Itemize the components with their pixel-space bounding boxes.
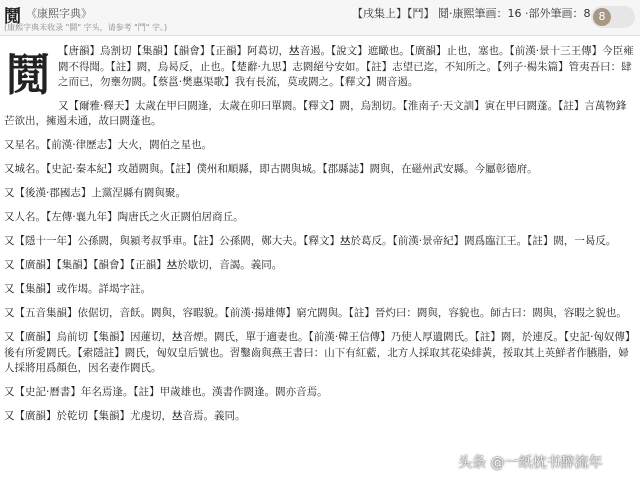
- dictionary-title: 《康熙字典》: [26, 7, 92, 20]
- entry-character: 鬩: [4, 7, 21, 27]
- definition-paragraph: 【唐韻】烏割切【集韻】【韻會】【正韻】阿葛切，𠀤音遏。【說文】遮瞰也。【廣韻】止也，塞也。【前漢·景十三王傳】今臣雍閼不得聞。【註】閼，烏曷反，止也。【楚辭·九思】志閼絕兮安如。【註】志望已迄，不知所之。【列子·楊朱篇】管夷吾曰：肆之而已，勿壅勿閼。【蔡邕·樊惠渠歌】我有長流，莫或閼之。【釋文】閼音遏。: [58, 45, 634, 88]
- definition-paragraph: 又【廣韻】【集韻】【韻會】【正韻】𠀤於歇切，音謁。義同。: [4, 259, 283, 271]
- definition-paragraph: 又城名。【史記·秦本紀】攻趙閼與。【註】僕州和順縣，即古閼與城。【郡縣誌】閼與，在磁州武安縣。今屬彰德府。: [4, 163, 538, 175]
- entry-content: [4, 44, 634, 485]
- definition-paragraph: 又【廣韻】於乾切【集韻】尤虔切，𠀤音焉。義同。: [4, 410, 246, 422]
- stroke-toggle[interactable]: [591, 6, 635, 28]
- definition-paragraph: 又【集韻】或作堨。詳堨字註。: [4, 283, 151, 295]
- stroke-count: 鬩·康熙筆画：16 ·部外筆画：8: [438, 7, 591, 20]
- definition-paragraph: 又【隱十一年】公孫閼，與潁考叔爭車。【註】公孫閼，鄭大夫。【釋文】𠀤於葛反。【前漢·景帝紀】閼爲臨江王。【註】閼，一曷反。: [4, 235, 617, 247]
- definition-paragraph: 又人名。【左傳·襄九年】陶唐氏之火正閼伯居商丘。: [4, 211, 244, 223]
- definition-paragraph: 又【五音集韻】依倨切，音飫。閼與，容暇貌。【前漢·揚雄傳】窮宂閼與。【註】晉灼曰：閼與，容貌也。師古曰：閼與，容暇之貌也。: [4, 307, 627, 319]
- toggle-knob[interactable]: 8: [593, 8, 611, 26]
- definition-paragraph: 又【後漢·郡國志】上黨涅縣有閼與聚。: [4, 187, 186, 199]
- header-note: (康熙字典未收录 "鬪" 字头，请参考 "鬥" 字。): [4, 23, 168, 32]
- definition-paragraph: 又星名。【前漢·律歷志】大火，閼伯之星也。: [4, 139, 213, 151]
- stroke-info: [352, 5, 591, 21]
- header-bar: [0, 0, 640, 36]
- radical-set: 【戌集上】【鬥】: [352, 7, 435, 20]
- large-character: 鬩: [6, 50, 50, 101]
- definition-paragraph: 又【爾雅·釋天】太歲在甲曰閼逢，太歲在卯曰單閼。【釋文】閼，烏割切。【淮南子·天文訓】寅在甲曰閼蓬。【註】言萬物鋒芒欲出，擁遏未通，故曰閼蓬也。: [4, 99, 627, 127]
- watermark-text: 头条 @一纸枕书醉流年: [458, 455, 603, 471]
- definition-paragraph: 又【廣韻】烏前切【集韻】因蓮切，𠀤音煙。閼氏，單于適妻也。【前漢·韓王信傳】乃使人厚遺閼氏。【註】閼，於連反。【史記·匈奴傳】後有所愛閼氏。【索隱註】閼氏，匈奴皇后號也。習鑿齒與燕王書曰：山下有紅藍，北方人採取其花染緋黃，挼取其上英鮮者作臙脂，婦人採將用爲顏色，因名妻作閼氏。: [4, 331, 631, 374]
- definition-paragraph: 又【史記·曆書】年名焉逢。【註】甲歲雄也。漢書作閼逢。閼亦音焉。: [4, 386, 328, 398]
